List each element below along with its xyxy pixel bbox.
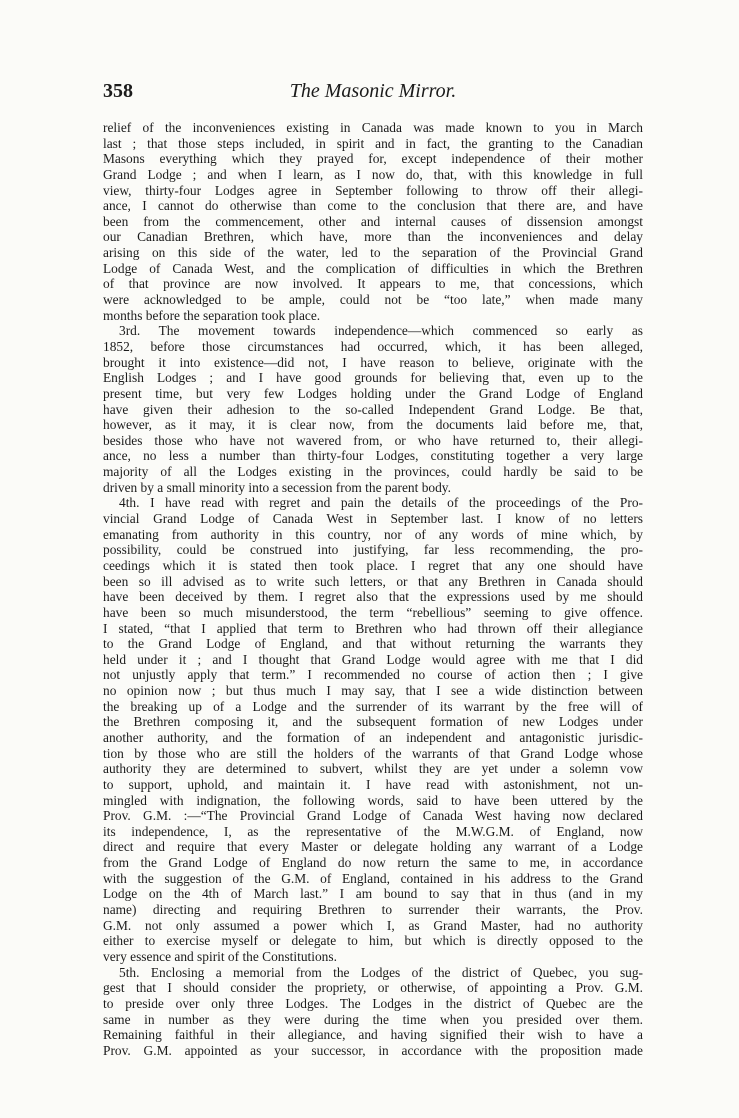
text-line: of that province are now involved. It appears to me, that concessions, which: [103, 276, 643, 292]
text-line: English Lodges ; and I have good grounds for believing that, even up to the: [103, 370, 643, 386]
text-line: held under it ; and I thought that Grand Lodge would agree with me that I did: [103, 651, 643, 667]
text-line: vincial Grand Lodge of Canada West in September last. I know of no letters: [103, 511, 643, 527]
text-line: G.M. not only assumed a power which I, as Grand Master, had no authority: [103, 917, 643, 933]
text-line: ance, no less a number than thirty-four Lodges, constituting together a very large: [103, 448, 643, 464]
text-line: majority of all the Lodges existing in the provinces, could hardly be said to be: [103, 464, 643, 480]
text-line: have given their adhesion to the so-called Independent Grand Lodge. Be that,: [103, 401, 643, 417]
text-line: its independence, I, as the representative of the M.W.G.M. of England, now: [103, 823, 643, 839]
text-line: either to exercise myself or delegate to him, but which is directly opposed to the: [103, 933, 643, 949]
text-line: 4th. I have read with regret and pain the details of the proceedings of the Pro-: [119, 495, 643, 511]
text-line: tion by those who are still the holders of the warrants of that Grand Lodge whose: [103, 745, 643, 761]
text-line: no opinion now ; but thus much I may say, that I see a wide distinction between: [103, 683, 643, 699]
paragraph: [103, 965, 643, 1059]
text-line: ance, I cannot do otherwise than come to the conclusion that there are, and have: [103, 198, 643, 214]
text-line: relief of the inconveniences existing in Canada was made known to you in March: [103, 120, 643, 135]
body-text: [103, 120, 643, 1058]
text-line: brought it into existence—did not, I have reason to believe, originate with the: [103, 354, 643, 370]
paragraph: [103, 495, 643, 964]
text-line: not unjustly apply that term.” I recommended no course of action then ; I give: [103, 667, 643, 683]
text-line: emanating from authority in this country, nor of any words of mine which, by: [103, 526, 643, 542]
text-line: however, as it may, it is clear now, from the documents laid before me, that,: [103, 417, 643, 433]
text-line: Lodge on the 4th of March last.” I am bound to say that in thus (and in my: [103, 886, 643, 902]
text-line: present time, but very few Lodges holding under the Grand Lodge of England: [103, 385, 643, 401]
page-header: [103, 80, 643, 106]
text-line: mingled with indignation, the following words, said to have been uttered by the: [103, 792, 643, 808]
text-line: view, thirty-four Lodges agree in September following to throw off their allegi-: [103, 182, 643, 198]
text-line: from the Grand Lodge of England do now return the same to me, in accordance: [103, 855, 643, 871]
text-line: last ; that those steps included, in spirit and in fact, the granting to the Canadian: [103, 135, 643, 151]
text-line: gest that I should consider the propriety, or otherwise, of appointing a Prov. G.M.: [103, 980, 643, 996]
paragraph: [103, 323, 643, 495]
text-line: possibility, could be construed into justifying, far less recommending, the pro-: [103, 542, 643, 558]
text-line: Grand Lodge ; and when I learn, as I now do, that, with this knowledge in full: [103, 166, 643, 182]
text-line: to the Grand Lodge of England, and that without returning the warrants they: [103, 636, 643, 652]
text-line: name) directing and requiring Brethren to surrender their warrants, the Prov.: [103, 902, 643, 918]
text-line: arising on this side of the water, led to the separation of the Provincial Grand: [103, 245, 643, 261]
text-line: besides those who have not wavered from, or who have returned to, their allegi-: [103, 432, 643, 448]
text-line: direct and require that every Master or delegate holding any warrant of a Lodge: [103, 839, 643, 855]
text-line: very essence and spirit of the Constitutions.: [103, 948, 337, 964]
text-line: were acknowledged to be ample, could not be “too late,” when made many: [103, 292, 643, 308]
text-line: the Brethren composing it, and the subsequent formation of new Lodges under: [103, 714, 643, 730]
page-number: 358: [103, 80, 133, 102]
text-line: the breaking up of a Lodge and the surrender of its warrant by the free will of: [103, 698, 643, 714]
text-line: to support, uphold, and maintain it. I have read with astonishment, not un-: [103, 776, 643, 792]
text-line: to preside over only three Lodges. The Lodges in the district of Quebec are the: [103, 995, 643, 1011]
text-line: Lodge of Canada West, and the complication of difficulties in which the Brethren: [103, 260, 643, 276]
text-line: 3rd. The movement towards independence—which commenced so early as: [119, 323, 643, 339]
text-line: our Canadian Brethren, which have, more than the inconveniences and delay: [103, 229, 643, 245]
text-line: I stated, “that I applied that term to Brethren who had thrown off their allegiance: [103, 620, 643, 636]
text-line: have been so much misunderstood, the term “rebellious” seeming to give offence.: [103, 604, 643, 620]
text-line: authority they are determined to subvert, whilst they are yet under a solemn vow: [103, 761, 643, 777]
text-line: Prov. G.M. :—“The Provincial Grand Lodge of Canada West having now declared: [103, 808, 643, 824]
text-line: been so ill advised as to write such letters, or that any Brethren in Canada should: [103, 573, 643, 589]
text-line: driven by a small minority into a secession from the parent body.: [103, 479, 451, 495]
text-line: Remaining faithful in their allegiance, and having signified their wish to have a: [103, 1027, 643, 1043]
text-line: with the suggestion of the G.M. of England, contained in his address to the Grand: [103, 870, 643, 886]
text-line: been from the commencement, other and internal causes of dissension amongst: [103, 213, 643, 229]
text-line: 5th. Enclosing a memorial from the Lodges of the district of Quebec, you sug-: [119, 964, 643, 980]
text-line: months before the separation took place.: [103, 307, 321, 323]
text-line: 1852, before those circumstances had occurred, which, it has been alleged,: [103, 338, 643, 354]
text-line: Masons everything which they prayed for, except independence of their mother: [103, 151, 643, 167]
text-line: Prov. G.M. appointed as your successor, in accordance with the proposition made: [103, 1042, 643, 1058]
text-line: another authority, and the formation of an independent and antagonistic jurisdic-: [103, 729, 643, 745]
text-line: have been deceived by them. I regret also that the expressions used by me should: [103, 589, 643, 605]
text-line: same in number as they were during the time when you presided over them.: [103, 1011, 643, 1027]
paragraph: [103, 120, 643, 323]
text-line: ceedings which it is stated then took place. I regret that any one should have: [103, 557, 643, 573]
running-title: The Masonic Mirror.: [289, 80, 457, 102]
